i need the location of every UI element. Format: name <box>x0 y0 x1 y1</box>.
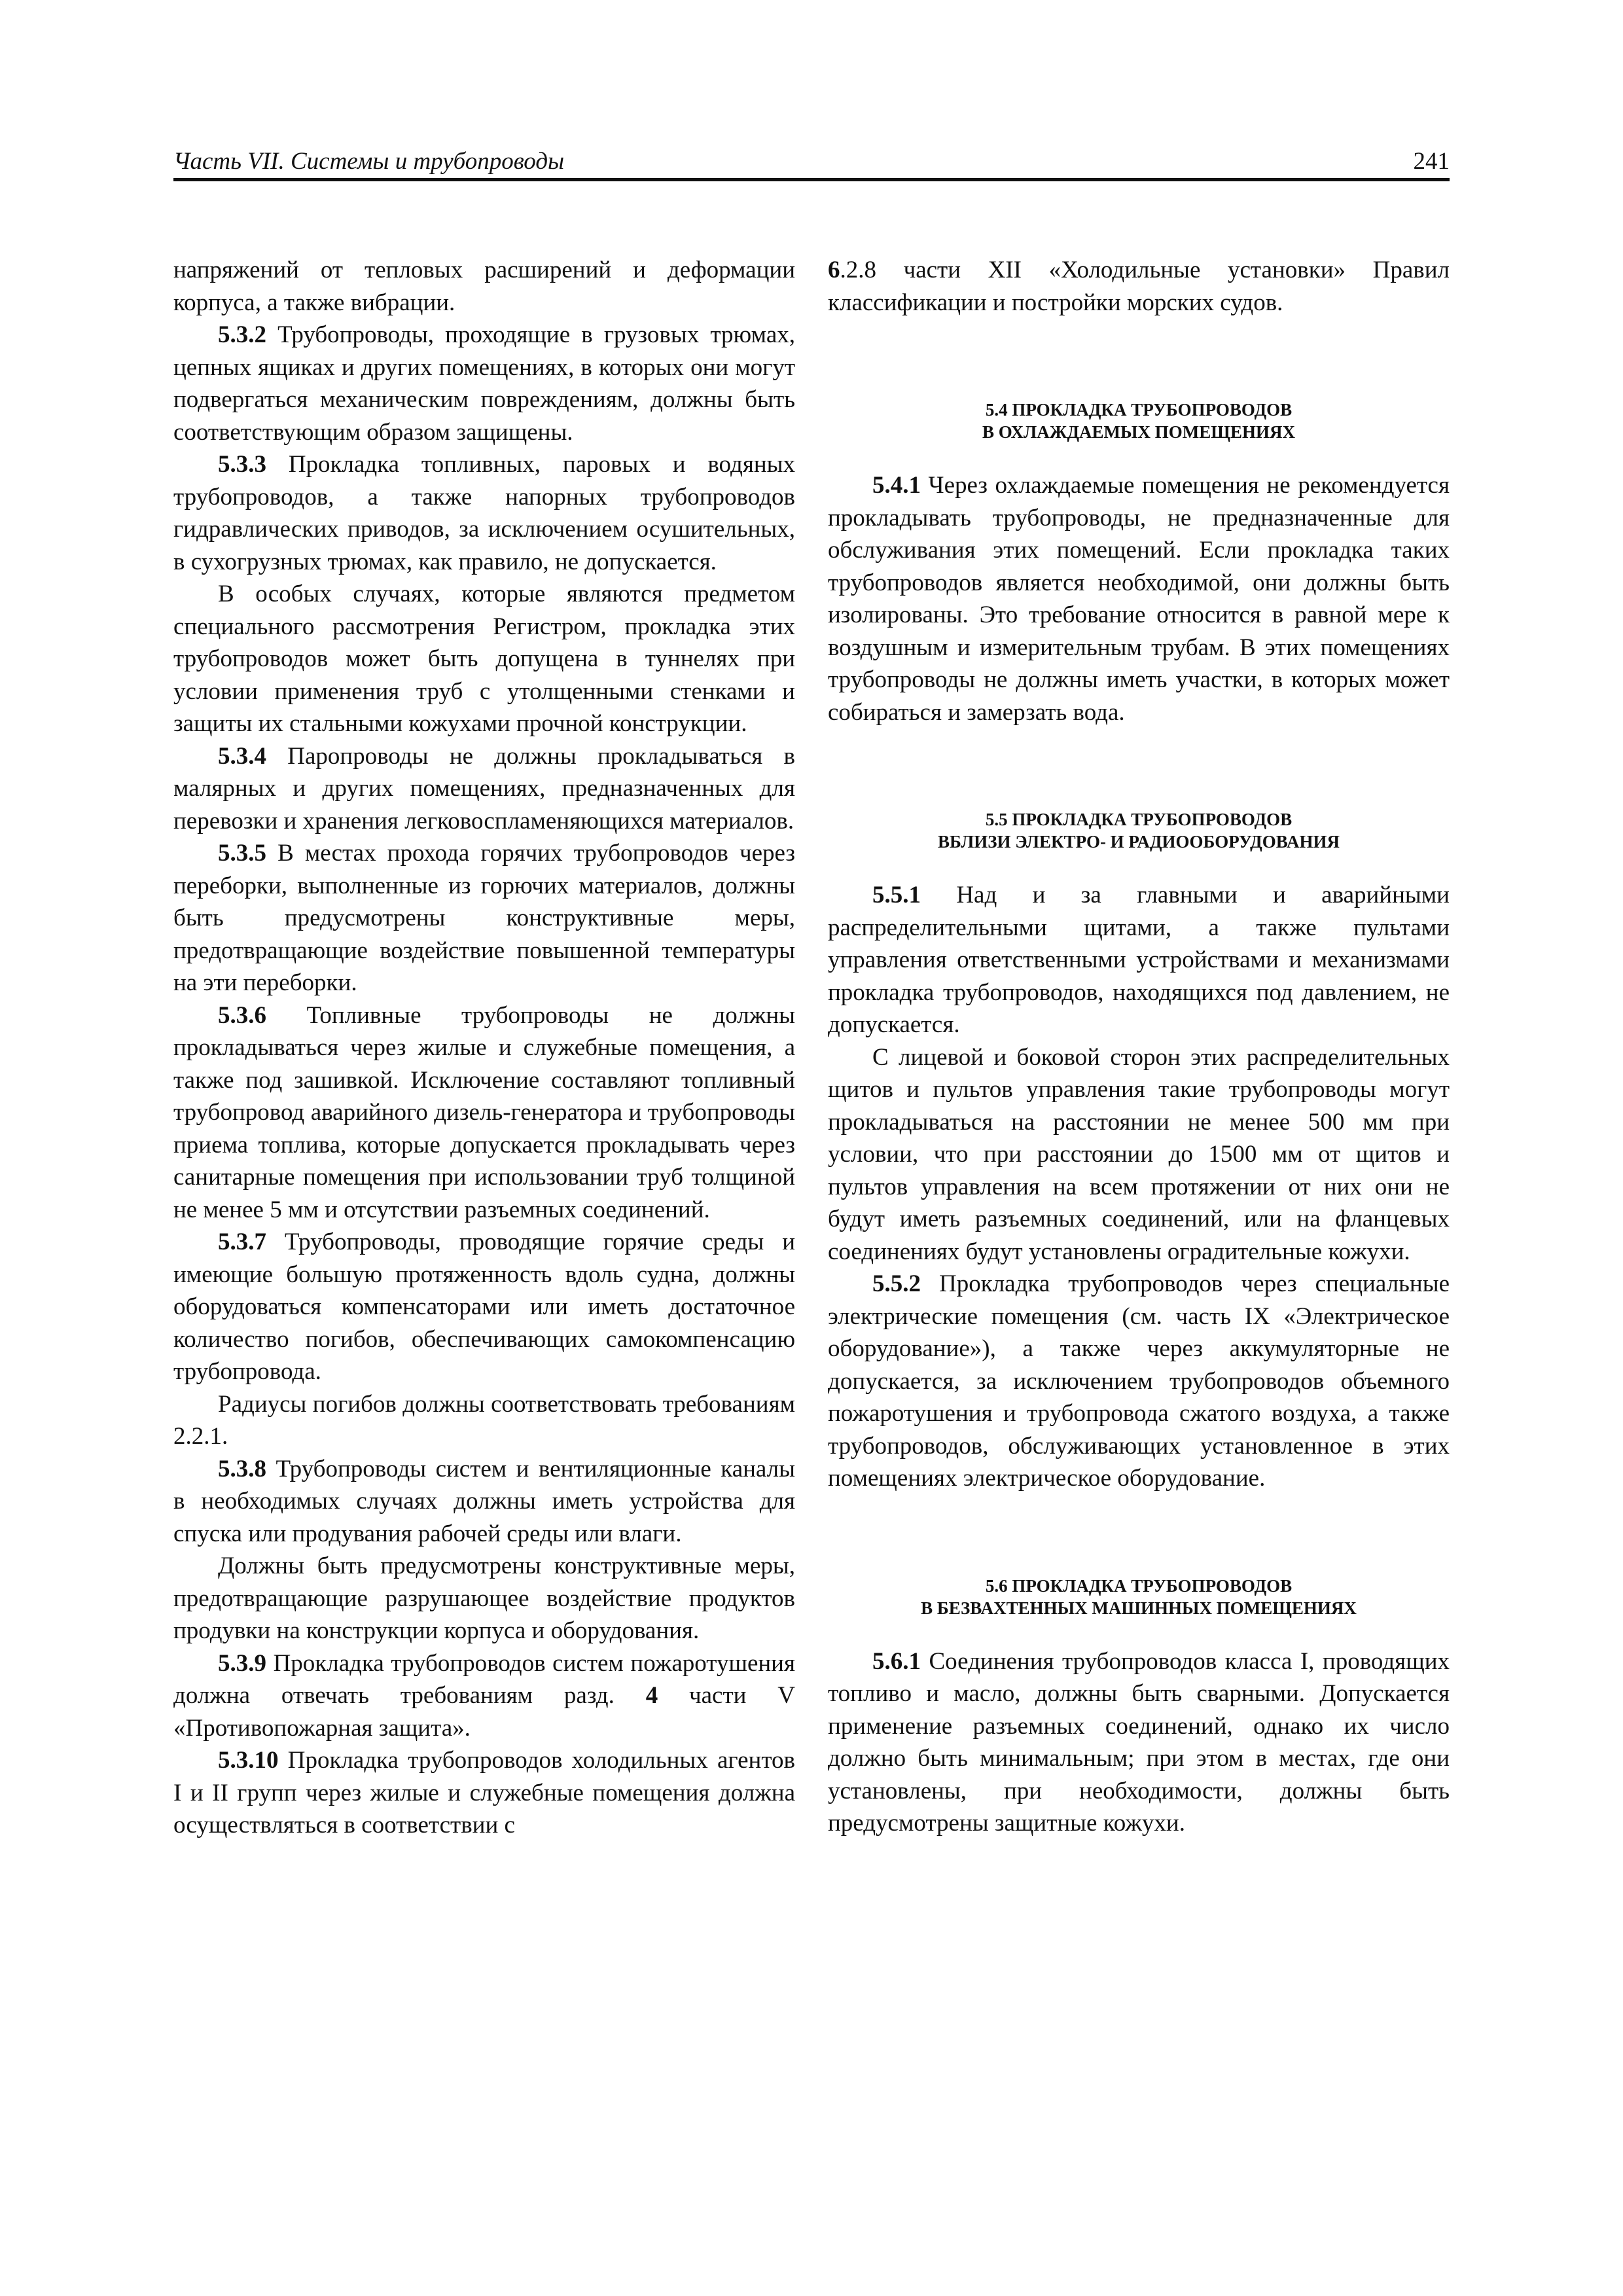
running-header <box>173 143 1450 179</box>
paragraph: Должны быть предусмотрены конструктивные меры, предотвращающие разрушающее воздействие продуктов продувки на конструкции корпуса и оборудования. <box>173 1552 795 1644</box>
paragraph: В особых случаях, которые являются предметом специального рассмотрения Регистром, прокладка этих трубопроводов может быть допущена в туннелях при условии применения труб с утолщенными стенками и защиты их стальными кожухами прочной конструкции. <box>173 581 795 737</box>
paragraph-5-5-1: 5.5.1 Над и за главными и аварийными распределительными щитами, а также пультами управления ответственными устройствами и механизмами прокладка трубопроводов, находящихся под давлением, не допускается. <box>828 882 1450 1038</box>
clause-number: 5.3.6 <box>218 1001 266 1029</box>
header-title: Часть VII. Системы и трубопроводы <box>173 148 565 175</box>
header-rule <box>173 178 1450 181</box>
paragraph-5-3-3: 5.3.3 Прокладка топливных, паровых и водяных трубопроводов, а также напорных трубопроводов гидравлических приводов, за исключением осушительных, в сухогрузных трюмах, как правило, не допускается. <box>173 451 795 575</box>
paragraph-5-4-1: 5.4.1 Через охлаждаемые помещения не рекомендуется прокладывать трубопроводы, не предназначенные для обслуживания этих помещений. Если прокладка таких трубопроводов является необходимой, они должны быть изолированы. Это требование относится в равной мере к воздушным и измерительным трубам. В этих помещениях трубопроводы не должны иметь участки, в которых может собираться и замерзать вода. <box>828 472 1450 726</box>
section-heading-5-4: 5.4 ПРОКЛАДКА ТРУБОПРОВОДОВ В ОХЛАЖДАЕМЫХ ПОМЕЩЕНИЯХ <box>982 400 1295 442</box>
right-column <box>828 254 1450 1840</box>
clause-number: 5.3.4 <box>218 742 266 770</box>
paragraph-5-3-10: 5.3.10 Прокладка трубопроводов холодильных агентов I и II групп через жилые и служебные помещения должна осуществляться в соответствии с <box>173 1747 795 1839</box>
paragraph: С лицевой и боковой сторон этих распределительных щитов и пультов управления такие трубопроводы могут прокладываться на расстоянии не менее 500 мм при условии, что при расстоянии до 1500 мм от щитов и пультов управления на всем протяжении от них они не будут иметь разъемных соединений, или на фланцевых соединениях будут установлены оградительные кожухи. <box>828 1043 1450 1265</box>
paragraph: 6.2.8 части XII «Холодильные установки» Правил классификации и постройки морских судов. <box>828 257 1450 316</box>
clause-number: 5.3.9 <box>218 1649 266 1677</box>
paragraph-5-3-7: 5.3.7 Трубопроводы, проводящие горячие среды и имеющие большую протяженность вдоль судна, должны оборудоваться компенсаторами или иметь достаточное количество погибов, обеспечивающих самокомпенсацию трубопровода. <box>173 1229 795 1385</box>
paragraph-5-3-2: 5.3.2 Трубопроводы, проходящие в грузовых трюмах, цепных ящиках и других помещениях, в которых они могут подвергаться механическим повреждениям, должны быть соответствующим образом защищены. <box>173 321 795 446</box>
paragraph-5-3-6: 5.3.6 Топливные трубопроводы не должны прокладываться через жилые и служебные помещения, а также под зашивкой. Исключение составляют топливный трубопровод аварийного дизель-генератора и трубопроводы приема топлива, которые допускается прокладывать через санитарные помещения при использовании труб толщиной не менее 5 мм и отсутствии разъемных соединений. <box>173 1001 795 1223</box>
section-heading-5-5: 5.5 ПРОКЛАДКА ТРУБОПРОВОДОВ ВБЛИЗИ ЭЛЕКТРО- И РАДИООБОРУДОВАНИЯ <box>937 810 1340 852</box>
clause-number: 5.3.10 <box>218 1747 279 1774</box>
paragraph-5-3-8: 5.3.8 Трубопроводы систем и вентиляционные каналы в необходимых случаях должны иметь устройства для спуска или продувания рабочей среды или влаги. <box>173 1455 795 1547</box>
paragraph: Радиусы погибов должны соответствовать требованиям 2.2.1. <box>173 1390 795 1450</box>
clause-number: 5.3.3 <box>218 451 266 478</box>
clause-number: 5.5.1 <box>872 882 921 908</box>
page-number: 241 <box>1413 148 1450 175</box>
paragraph: напряжений от тепловых расширений и деформации корпуса, а также вибрации. <box>173 257 795 316</box>
clause-number: 5.3.7 <box>218 1229 266 1255</box>
clause-number: 5.3.8 <box>218 1455 266 1482</box>
paragraph-5-3-9: 5.3.9 Прокладка трубопроводов систем пожаротушения должна отвечать требованиям разд. 4 части V «Противопожарная защита». <box>173 1649 795 1742</box>
clause-number: 5.6.1 <box>872 1647 921 1675</box>
clause-number: 5.3.2 <box>218 321 266 348</box>
clause-number: 5.3.5 <box>218 840 266 867</box>
paragraph-5-6-1: 5.6.1 Соединения трубопроводов класса I, проводящих топливо и масло, должны быть сварными. Допускается применение разъемных соединений, однако их число должно быть минимальным; при этом в местах, где они установлены, при необходимости, должны быть предусмотрены защитные кожухи. <box>828 1647 1450 1837</box>
left-column <box>173 254 795 1842</box>
section-heading-5-6: 5.6 ПРОКЛАДКА ТРУБОПРОВОДОВ В БЕЗВАХТЕННЫХ МАШИННЫХ ПОМЕЩЕНИЯХ <box>921 1575 1357 1618</box>
clause-number: 5.4.1 <box>872 472 921 499</box>
paragraph-5-3-4: 5.3.4 Паропроводы не должны прокладываться в малярных и других помещениях, предназначенных для перевозки и хранения легковоспламеняющихся материалов. <box>173 742 795 834</box>
paragraph-5-5-2: 5.5.2 Прокладка трубопроводов через специальные электрические помещения (см. часть IX «Электрическое оборудование»), а также через аккумуляторные не допускается, за исключением трубопроводов объемного пожаротушения и трубопровода сжатого воздуха, а также трубопроводов, обслуживающих установленное в этих помещениях электрическое оборудование. <box>828 1270 1450 1492</box>
clause-number: 5.5.2 <box>872 1270 921 1297</box>
paragraph-5-3-5: 5.3.5 В местах прохода горячих трубопроводов через переборки, выполненные из горючих материалов, должны быть предусмотрены конструктивные меры, предотвращающие воздействие повышенной температуры на эти переборки. <box>173 840 795 996</box>
